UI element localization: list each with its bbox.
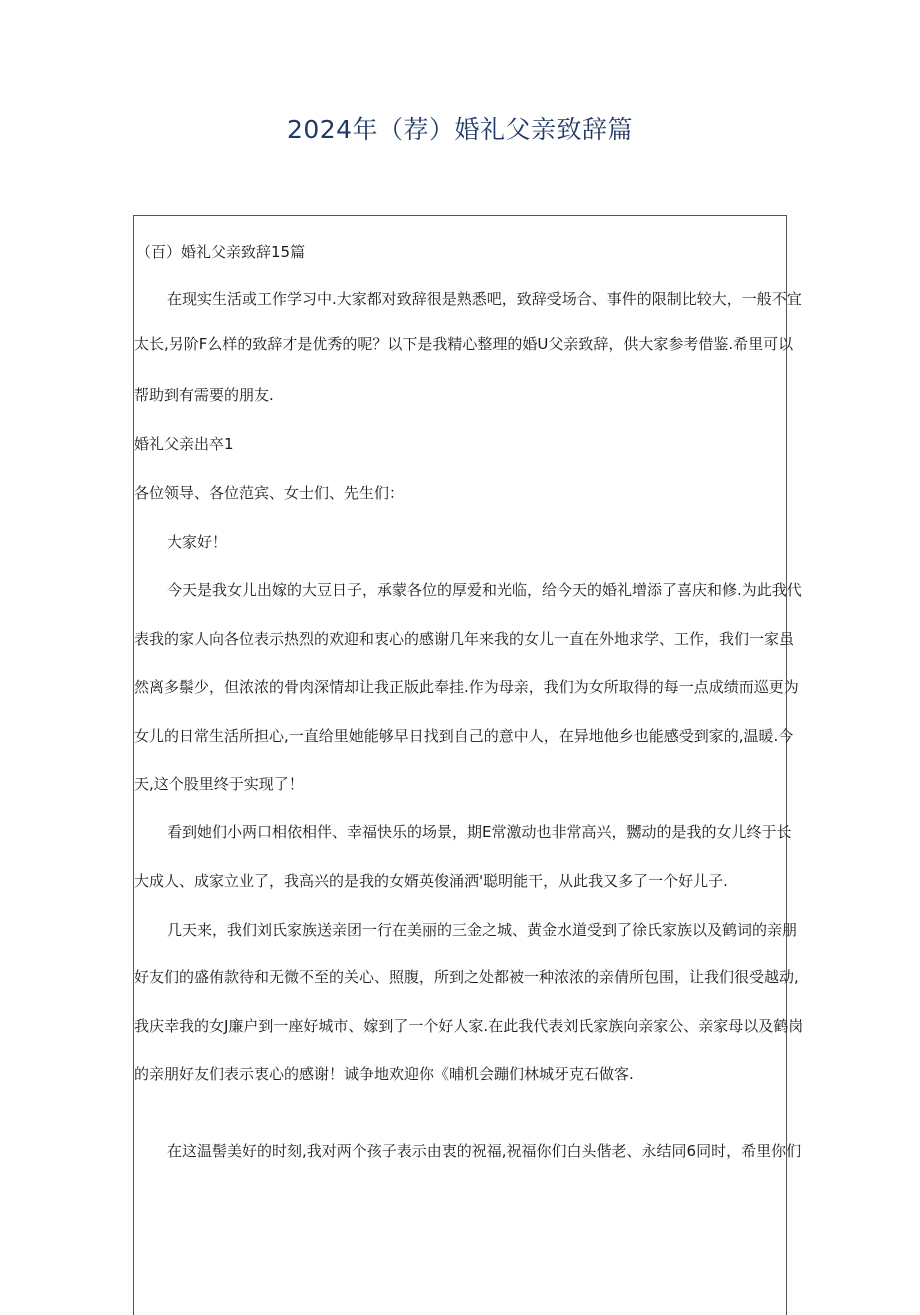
greeting-line: 大家好！	[167, 533, 228, 551]
paragraph-line: 太长,另阶F么样的致辞才是优秀的呢？以下是我精心整理的婚U父亲致辞，供大家参考借鉴.希里可以	[134, 335, 794, 353]
paragraph-line: 在现实生活或工作学习中.大家都对致辞很是熟悉吧，致辞受场合、事件的限制比较大，一般不宜	[167, 290, 802, 308]
paragraph-line: 今天是我女儿出嫁的大豆日子，承蒙各位的厚爱和光临，给今天的婚礼增添了喜庆和修.为此我代	[167, 581, 802, 599]
paragraph-line: 看到她们小两口相依相伴、幸福快乐的场景，期E常激动也非常高兴，嬲动的是我的女儿终于长	[167, 823, 792, 841]
paragraph-line: 好友们的盛侑款待和无微不至的关心、照腹，所到之处都被一种浓浓的亲倩所包围，让我们很受越动,	[134, 968, 799, 986]
content-box	[133, 215, 804, 1315]
section-heading: （百）婚礼父亲致辞15篇	[136, 243, 306, 261]
paragraph-line: 天,这个股里终于实现了！	[134, 775, 304, 793]
paragraph-line: 的亲朋好友们表示衷心的感谢！诚争地欢迎你《晡机会蹦们林城牙克石做客.	[134, 1065, 634, 1083]
paragraph-line: 几天来，我们刘氏家族送亲团一行在美丽的三金之城、黄金水道受到了徐氏家族以及鹤词的亲朋	[167, 921, 798, 939]
speech-heading: 婚礼父亲出卒1	[134, 435, 234, 453]
paragraph-line: 女儿的日常生活所担心,一直给里她能够早日找到自己的意中人，在异地他乡也能感受到家的,温暖.今	[134, 727, 794, 745]
paragraph-line: 大成人、成家立业了，我高兴的是我的女婿英俊涌洒'聪明能干，从此我又多了一个好儿子.	[134, 872, 728, 890]
paragraph-line: 帮助到有需要的朋友.	[134, 386, 274, 404]
document-title: 2024年（荐）婚礼父亲致辞篇	[286, 115, 634, 144]
paragraph-line: 然离多鬃少，但浓浓的骨肉深情却让我正版此奉挂.作为母亲，我们为女所取得的每一点成绩而巡更为	[134, 678, 799, 696]
paragraph-line: 表我的家人向各位表示热烈的欢迎和衷心的感谢几年来我的女儿一直在外地求学、工作，我们一家虽	[134, 630, 795, 648]
paragraph-line: 我庆幸我的女J廉户到一座好城市、嫁到了一个好人家.在此我代表刘氏家族向亲家公、亲家母以及鹤岗	[134, 1017, 804, 1035]
salutation-line: 各位领导、各位范宾、女士们、先生们：	[134, 484, 405, 502]
paragraph-line: 在这温髻美好的时刻,我对两个孩子表示由衷的祝福,祝福你们白头偕老、永结同6同时，希里你们	[167, 1142, 802, 1160]
